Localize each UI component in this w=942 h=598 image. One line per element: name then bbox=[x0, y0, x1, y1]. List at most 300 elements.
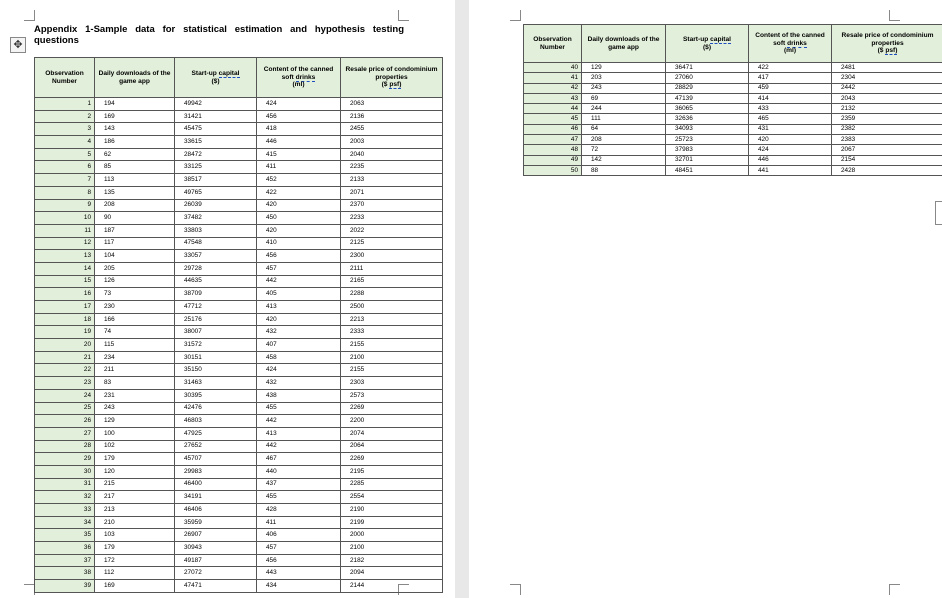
table-row bbox=[35, 262, 443, 275]
cell-drinks: 457 bbox=[257, 262, 341, 275]
cell-observation: 14 bbox=[35, 262, 95, 275]
cell-drinks: 442 bbox=[257, 415, 341, 428]
cell-resale: 2428 bbox=[832, 165, 942, 175]
cell-observation: 33 bbox=[35, 504, 95, 517]
cell-observation: 39 bbox=[35, 580, 95, 593]
table-row bbox=[35, 478, 443, 491]
cell-capital: 49942 bbox=[175, 98, 257, 111]
cell-capital: 33125 bbox=[175, 161, 257, 174]
cell-resale: 2303 bbox=[341, 377, 443, 390]
cell-capital: 48451 bbox=[666, 165, 749, 175]
cell-resale: 2067 bbox=[832, 145, 942, 155]
cell-capital: 46400 bbox=[175, 478, 257, 491]
cell-observation: 23 bbox=[35, 377, 95, 390]
cell-downloads: 88 bbox=[582, 165, 666, 175]
cell-resale: 2133 bbox=[341, 174, 443, 187]
cell-resale: 2481 bbox=[832, 63, 942, 73]
table-row bbox=[35, 580, 443, 593]
cell-downloads: 169 bbox=[95, 580, 175, 593]
table-row bbox=[35, 440, 443, 453]
header-daily-downloads: Daily downloads of the game app bbox=[95, 58, 175, 98]
cell-drinks: 446 bbox=[257, 136, 341, 149]
cell-capital: 47471 bbox=[175, 580, 257, 593]
cell-observation: 18 bbox=[35, 313, 95, 326]
cell-observation: 21 bbox=[35, 351, 95, 364]
cell-downloads: 244 bbox=[582, 104, 666, 114]
table-row bbox=[35, 288, 443, 301]
cell-resale: 2382 bbox=[832, 124, 942, 134]
cell-capital: 25176 bbox=[175, 313, 257, 326]
sample-data-table-part1 bbox=[34, 57, 443, 593]
table-row bbox=[524, 63, 942, 73]
cell-capital: 47925 bbox=[175, 427, 257, 440]
cell-drinks: 420 bbox=[257, 199, 341, 212]
cell-downloads: 211 bbox=[95, 364, 175, 377]
table-row bbox=[35, 415, 443, 428]
table-row bbox=[35, 301, 443, 314]
cell-drinks: 455 bbox=[257, 402, 341, 415]
cell-drinks: 467 bbox=[257, 453, 341, 466]
cell-downloads: 112 bbox=[95, 567, 175, 580]
cell-observation: 20 bbox=[35, 339, 95, 352]
cell-downloads: 129 bbox=[582, 63, 666, 73]
cell-drinks: 442 bbox=[257, 275, 341, 288]
cell-resale: 2383 bbox=[832, 135, 942, 145]
cell-downloads: 213 bbox=[95, 504, 175, 517]
table-row bbox=[35, 237, 443, 250]
cell-downloads: 172 bbox=[95, 554, 175, 567]
cell-resale: 2195 bbox=[341, 465, 443, 478]
cell-downloads: 205 bbox=[95, 262, 175, 275]
cell-resale: 2200 bbox=[341, 415, 443, 428]
table-row bbox=[35, 377, 443, 390]
cell-capital: 31421 bbox=[175, 110, 257, 123]
cell-resale: 2071 bbox=[341, 186, 443, 199]
cell-resale: 2269 bbox=[341, 453, 443, 466]
cell-observation: 47 bbox=[524, 135, 582, 145]
cell-downloads: 85 bbox=[95, 161, 175, 174]
cell-capital: 31572 bbox=[175, 339, 257, 352]
cell-drinks: 411 bbox=[257, 516, 341, 529]
cell-downloads: 208 bbox=[95, 199, 175, 212]
cell-resale: 2455 bbox=[341, 123, 443, 136]
cell-observation: 36 bbox=[35, 542, 95, 555]
cell-observation: 30 bbox=[35, 465, 95, 478]
cell-observation: 40 bbox=[524, 63, 582, 73]
table-row bbox=[35, 491, 443, 504]
table-row bbox=[35, 351, 443, 364]
cell-resale: 2359 bbox=[832, 114, 942, 124]
cell-downloads: 64 bbox=[582, 124, 666, 134]
cell-observation: 5 bbox=[35, 148, 95, 161]
cell-observation: 38 bbox=[35, 567, 95, 580]
cell-drinks: 420 bbox=[257, 313, 341, 326]
cell-resale: 2300 bbox=[341, 250, 443, 263]
cell-downloads: 194 bbox=[95, 98, 175, 111]
cell-downloads: 215 bbox=[95, 478, 175, 491]
cell-capital: 26907 bbox=[175, 529, 257, 542]
table-row bbox=[524, 93, 942, 103]
cell-capital: 34093 bbox=[666, 124, 749, 134]
cell-drinks: 422 bbox=[749, 63, 832, 73]
table-row bbox=[35, 250, 443, 263]
cell-capital: 29728 bbox=[175, 262, 257, 275]
cell-downloads: 135 bbox=[95, 186, 175, 199]
cell-capital: 30395 bbox=[175, 389, 257, 402]
cell-drinks: 456 bbox=[257, 110, 341, 123]
table-row bbox=[35, 186, 443, 199]
cell-resale: 2573 bbox=[341, 389, 443, 402]
cell-capital: 25723 bbox=[666, 135, 749, 145]
cell-drinks: 465 bbox=[749, 114, 832, 124]
cell-resale: 2063 bbox=[341, 98, 443, 111]
cell-capital: 37482 bbox=[175, 212, 257, 225]
header-startup-capital: Start-up capital ($) bbox=[175, 58, 257, 98]
page-side-marker bbox=[935, 201, 942, 225]
cell-drinks: 420 bbox=[749, 135, 832, 145]
table-row bbox=[524, 114, 942, 124]
appendix-title: Appendix 1-Sample data for statistical estimation and hypothesis testing questions bbox=[34, 24, 404, 46]
document-page-2 bbox=[469, 0, 942, 598]
cell-drinks: 410 bbox=[257, 237, 341, 250]
cell-observation: 35 bbox=[35, 529, 95, 542]
cell-downloads: 117 bbox=[95, 237, 175, 250]
cell-downloads: 102 bbox=[95, 440, 175, 453]
cell-resale: 2043 bbox=[832, 93, 942, 103]
cell-capital: 32701 bbox=[666, 155, 749, 165]
cell-drinks: 405 bbox=[257, 288, 341, 301]
cell-resale: 2199 bbox=[341, 516, 443, 529]
cell-capital: 35150 bbox=[175, 364, 257, 377]
cell-resale: 2190 bbox=[341, 504, 443, 517]
cell-drinks: 424 bbox=[749, 145, 832, 155]
cell-downloads: 243 bbox=[95, 402, 175, 415]
table-row bbox=[524, 104, 942, 114]
cell-drinks: 414 bbox=[749, 93, 832, 103]
cell-downloads: 217 bbox=[95, 491, 175, 504]
cell-observation: 27 bbox=[35, 427, 95, 440]
table-row bbox=[35, 465, 443, 478]
header-soft-drink-content: Content of the canned soft drinks (ml) bbox=[749, 25, 832, 63]
cell-drinks: 455 bbox=[257, 491, 341, 504]
cell-resale: 2136 bbox=[341, 110, 443, 123]
table-row bbox=[35, 212, 443, 225]
cell-resale: 2213 bbox=[341, 313, 443, 326]
cell-observation: 41 bbox=[524, 73, 582, 83]
table-row bbox=[35, 110, 443, 123]
cell-drinks: 437 bbox=[257, 478, 341, 491]
cell-observation: 32 bbox=[35, 491, 95, 504]
cell-downloads: 179 bbox=[95, 542, 175, 555]
cell-capital: 30943 bbox=[175, 542, 257, 555]
cell-resale: 2370 bbox=[341, 199, 443, 212]
header-soft-drink-content: Content of the canned soft drinks (ml) bbox=[257, 58, 341, 98]
table-row bbox=[35, 402, 443, 415]
table-row bbox=[35, 148, 443, 161]
cell-capital: 47712 bbox=[175, 301, 257, 314]
cell-drinks: 420 bbox=[257, 224, 341, 237]
cell-drinks: 450 bbox=[257, 212, 341, 225]
cell-drinks: 407 bbox=[257, 339, 341, 352]
cell-capital: 42476 bbox=[175, 402, 257, 415]
cell-downloads: 73 bbox=[95, 288, 175, 301]
cell-resale: 2064 bbox=[341, 440, 443, 453]
cell-capital: 38517 bbox=[175, 174, 257, 187]
cell-observation: 43 bbox=[524, 93, 582, 103]
cell-observation: 25 bbox=[35, 402, 95, 415]
cell-drinks: 422 bbox=[257, 186, 341, 199]
cell-drinks: 442 bbox=[257, 440, 341, 453]
cell-observation: 42 bbox=[524, 83, 582, 93]
table-row bbox=[35, 453, 443, 466]
cell-capital: 32636 bbox=[666, 114, 749, 124]
table-row bbox=[35, 199, 443, 212]
cell-observation: 24 bbox=[35, 389, 95, 402]
cell-capital: 28472 bbox=[175, 148, 257, 161]
cell-drinks: 458 bbox=[257, 351, 341, 364]
table-row bbox=[35, 554, 443, 567]
cell-observation: 26 bbox=[35, 415, 95, 428]
cell-resale: 2074 bbox=[341, 427, 443, 440]
header-daily-downloads: Daily downloads of the game app bbox=[582, 25, 666, 63]
cell-capital: 33057 bbox=[175, 250, 257, 263]
header-observation-number: Observation Number bbox=[35, 58, 95, 98]
table-row bbox=[35, 529, 443, 542]
cell-observation: 1 bbox=[35, 98, 95, 111]
cell-observation: 7 bbox=[35, 174, 95, 187]
crop-mark bbox=[510, 584, 521, 595]
cell-observation: 45 bbox=[524, 114, 582, 124]
cell-downloads: 186 bbox=[95, 136, 175, 149]
cell-downloads: 62 bbox=[95, 148, 175, 161]
cell-resale: 2155 bbox=[341, 339, 443, 352]
cell-observation: 19 bbox=[35, 326, 95, 339]
header-resale-price: Resale price of condominium properties ($ psf) bbox=[832, 25, 942, 63]
cell-downloads: 103 bbox=[95, 529, 175, 542]
cell-drinks: 432 bbox=[257, 326, 341, 339]
cell-capital: 49765 bbox=[175, 186, 257, 199]
cell-observation: 29 bbox=[35, 453, 95, 466]
cell-drinks: 413 bbox=[257, 427, 341, 440]
cell-observation: 13 bbox=[35, 250, 95, 263]
cell-capital: 36471 bbox=[666, 63, 749, 73]
cell-observation: 8 bbox=[35, 186, 95, 199]
cell-drinks: 443 bbox=[257, 567, 341, 580]
cell-downloads: 143 bbox=[95, 123, 175, 136]
cell-observation: 16 bbox=[35, 288, 95, 301]
table-row bbox=[524, 135, 942, 145]
cell-resale: 2022 bbox=[341, 224, 443, 237]
cell-resale: 2165 bbox=[341, 275, 443, 288]
cell-observation: 6 bbox=[35, 161, 95, 174]
crop-mark bbox=[889, 10, 900, 21]
cell-resale: 2003 bbox=[341, 136, 443, 149]
cell-drinks: 413 bbox=[257, 301, 341, 314]
table-row bbox=[524, 165, 942, 175]
cell-resale: 2182 bbox=[341, 554, 443, 567]
cell-downloads: 90 bbox=[95, 212, 175, 225]
cell-downloads: 83 bbox=[95, 377, 175, 390]
table-row bbox=[35, 542, 443, 555]
cell-drinks: 459 bbox=[749, 83, 832, 93]
cell-observation: 44 bbox=[524, 104, 582, 114]
cell-drinks: 457 bbox=[257, 542, 341, 555]
cell-resale: 2500 bbox=[341, 301, 443, 314]
cell-capital: 29983 bbox=[175, 465, 257, 478]
crop-mark bbox=[24, 10, 35, 21]
cell-downloads: 129 bbox=[95, 415, 175, 428]
cell-capital: 38709 bbox=[175, 288, 257, 301]
cell-capital: 37983 bbox=[666, 145, 749, 155]
cell-capital: 44635 bbox=[175, 275, 257, 288]
cell-downloads: 234 bbox=[95, 351, 175, 364]
cell-observation: 50 bbox=[524, 165, 582, 175]
cell-downloads: 72 bbox=[582, 145, 666, 155]
table-row bbox=[35, 136, 443, 149]
table-row bbox=[35, 516, 443, 529]
cell-capital: 36065 bbox=[666, 104, 749, 114]
table-row bbox=[524, 145, 942, 155]
cell-downloads: 111 bbox=[582, 114, 666, 124]
cell-capital: 31463 bbox=[175, 377, 257, 390]
cell-capital: 27072 bbox=[175, 567, 257, 580]
table-move-handle-icon[interactable]: ✥ bbox=[10, 37, 26, 53]
cell-downloads: 187 bbox=[95, 224, 175, 237]
table-row bbox=[524, 124, 942, 134]
table-row bbox=[35, 504, 443, 517]
cell-capital: 45707 bbox=[175, 453, 257, 466]
cell-drinks: 417 bbox=[749, 73, 832, 83]
table-row bbox=[35, 123, 443, 136]
cell-observation: 34 bbox=[35, 516, 95, 529]
table-row bbox=[524, 155, 942, 165]
cell-drinks: 438 bbox=[257, 389, 341, 402]
cell-capital: 26039 bbox=[175, 199, 257, 212]
cell-resale: 2285 bbox=[341, 478, 443, 491]
cell-resale: 2100 bbox=[341, 351, 443, 364]
header-resale-price: Resale price of condominium properties ($ psf) bbox=[341, 58, 443, 98]
cell-observation: 28 bbox=[35, 440, 95, 453]
cell-downloads: 115 bbox=[95, 339, 175, 352]
table-row bbox=[524, 83, 942, 93]
cell-capital: 47548 bbox=[175, 237, 257, 250]
table-row bbox=[35, 364, 443, 377]
cell-downloads: 210 bbox=[95, 516, 175, 529]
table-row bbox=[35, 98, 443, 111]
cell-capital: 27060 bbox=[666, 73, 749, 83]
table-row bbox=[35, 161, 443, 174]
cell-resale: 2304 bbox=[832, 73, 942, 83]
cell-observation: 17 bbox=[35, 301, 95, 314]
cell-observation: 10 bbox=[35, 212, 95, 225]
cell-drinks: 432 bbox=[257, 377, 341, 390]
cell-observation: 31 bbox=[35, 478, 95, 491]
cell-resale: 2132 bbox=[832, 104, 942, 114]
cell-resale: 2000 bbox=[341, 529, 443, 542]
cell-resale: 2333 bbox=[341, 326, 443, 339]
cell-resale: 2111 bbox=[341, 262, 443, 275]
header-startup-capital: Start-up capital ($) bbox=[666, 25, 749, 63]
cell-downloads: 100 bbox=[95, 427, 175, 440]
cell-drinks: 446 bbox=[749, 155, 832, 165]
table-body-part2 bbox=[524, 63, 942, 176]
cell-drinks: 456 bbox=[257, 554, 341, 567]
table-row bbox=[35, 389, 443, 402]
cell-downloads: 126 bbox=[95, 275, 175, 288]
cell-drinks: 424 bbox=[257, 364, 341, 377]
cell-capital: 45475 bbox=[175, 123, 257, 136]
cell-observation: 3 bbox=[35, 123, 95, 136]
cell-drinks: 452 bbox=[257, 174, 341, 187]
table-row bbox=[35, 427, 443, 440]
cell-downloads: 179 bbox=[95, 453, 175, 466]
cell-observation: 2 bbox=[35, 110, 95, 123]
cell-drinks: 440 bbox=[257, 465, 341, 478]
cell-capital: 28829 bbox=[666, 83, 749, 93]
cell-drinks: 456 bbox=[257, 250, 341, 263]
crop-mark bbox=[889, 584, 900, 595]
cell-capital: 49187 bbox=[175, 554, 257, 567]
cell-capital: 38007 bbox=[175, 326, 257, 339]
cell-observation: 11 bbox=[35, 224, 95, 237]
cell-observation: 48 bbox=[524, 145, 582, 155]
cell-resale: 2442 bbox=[832, 83, 942, 93]
cell-capital: 33803 bbox=[175, 224, 257, 237]
cell-drinks: 441 bbox=[749, 165, 832, 175]
table-row bbox=[35, 224, 443, 237]
cell-observation: 37 bbox=[35, 554, 95, 567]
cell-observation: 49 bbox=[524, 155, 582, 165]
cell-observation: 15 bbox=[35, 275, 95, 288]
cell-drinks: 433 bbox=[749, 104, 832, 114]
cell-downloads: 208 bbox=[582, 135, 666, 145]
cell-capital: 46803 bbox=[175, 415, 257, 428]
cell-drinks: 406 bbox=[257, 529, 341, 542]
cell-drinks: 411 bbox=[257, 161, 341, 174]
cell-observation: 4 bbox=[35, 136, 95, 149]
cell-downloads: 69 bbox=[582, 93, 666, 103]
cell-downloads: 166 bbox=[95, 313, 175, 326]
table-row bbox=[35, 567, 443, 580]
cell-observation: 46 bbox=[524, 124, 582, 134]
cell-drinks: 418 bbox=[257, 123, 341, 136]
cell-observation: 22 bbox=[35, 364, 95, 377]
cell-downloads: 104 bbox=[95, 250, 175, 263]
cell-resale: 2125 bbox=[341, 237, 443, 250]
cell-resale: 2155 bbox=[341, 364, 443, 377]
header-observation-number: Observation Number bbox=[524, 25, 582, 63]
table-body-part1 bbox=[35, 98, 443, 593]
cell-capital: 27652 bbox=[175, 440, 257, 453]
cell-resale: 2554 bbox=[341, 491, 443, 504]
cell-drinks: 415 bbox=[257, 148, 341, 161]
table-row bbox=[35, 339, 443, 352]
cell-resale: 2100 bbox=[341, 542, 443, 555]
table-row bbox=[35, 313, 443, 326]
cell-drinks: 434 bbox=[257, 580, 341, 593]
cell-downloads: 231 bbox=[95, 389, 175, 402]
cell-resale: 2288 bbox=[341, 288, 443, 301]
cell-capital: 33615 bbox=[175, 136, 257, 149]
cell-downloads: 120 bbox=[95, 465, 175, 478]
table-row bbox=[35, 275, 443, 288]
cell-resale: 2144 bbox=[341, 580, 443, 593]
document-page-1 bbox=[0, 0, 455, 598]
cell-downloads: 203 bbox=[582, 73, 666, 83]
cell-resale: 2154 bbox=[832, 155, 942, 165]
cell-observation: 12 bbox=[35, 237, 95, 250]
cell-downloads: 113 bbox=[95, 174, 175, 187]
